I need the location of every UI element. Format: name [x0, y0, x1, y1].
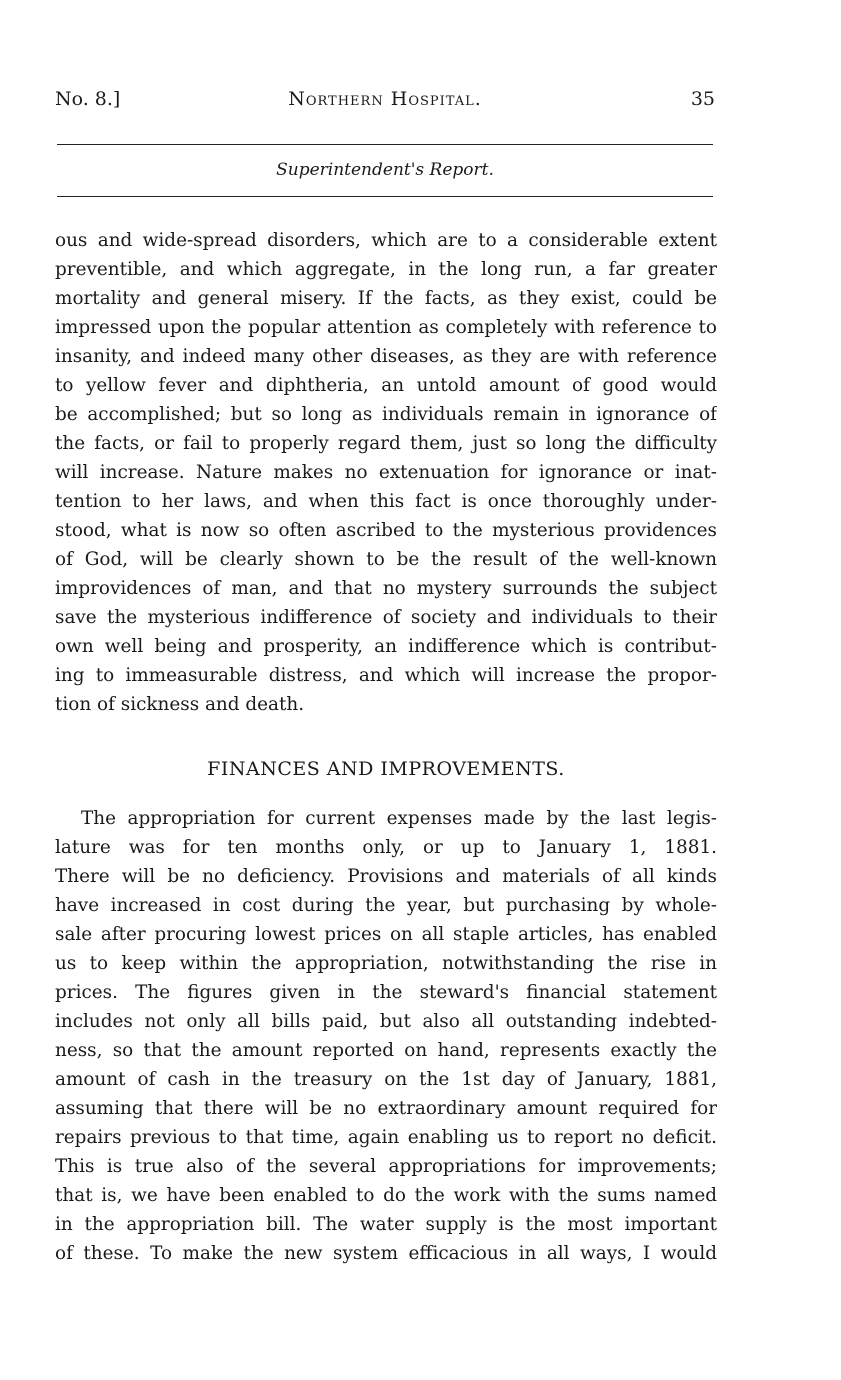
section-heading: FINANCES AND IMPROVEMENTS.	[207, 758, 565, 780]
paragraph-continued	[55, 226, 717, 719]
text-line: assuming that there will be no extraordinary amount required for	[55, 1098, 717, 1119]
text-line: have increased in cost during the year, but purchasing by whole-	[55, 895, 717, 916]
text-line: ness, so that the amount reported on hand, represents exactly the	[55, 1040, 717, 1061]
page-number: 35	[690, 88, 715, 110]
text-line: tion of sickness and death.	[55, 694, 305, 715]
text-line: mortality and general misery. If the facts, as they exist, could be	[55, 288, 717, 309]
report-subheader: Superintendent's Report.	[276, 160, 494, 180]
text-line: insanity, and indeed many other diseases, as they are with reference	[55, 346, 717, 367]
text-line: preventible, and which aggregate, in the long run, a far greater	[55, 259, 717, 280]
text-line: stood, what is now so often ascribed to the mysterious providences	[55, 520, 717, 541]
text-line: us to keep within the appropriation, notwithstanding the rise in	[55, 953, 717, 974]
text-line: lature was for ten months only, or up to January 1, 1881.	[55, 837, 717, 858]
text-line: of God, will be clearly shown to be the result of the well-known	[55, 549, 717, 570]
text-line: repairs previous to that time, again enabling us to report no deficit.	[55, 1127, 717, 1148]
text-line: in the appropriation bill. The water supply is the most important	[55, 1214, 717, 1235]
document-number: No. 8.]	[55, 88, 121, 110]
text-line: impressed upon the popular attention as completely with reference to	[55, 317, 717, 338]
text-line: amount of cash in the treasury on the 1st day of January, 1881,	[55, 1069, 717, 1090]
text-line: There will be no deficiency. Provisions and materials of all kinds	[55, 866, 717, 887]
header-rule-bottom	[57, 196, 713, 197]
text-line: the facts, or fail to properly regard them, just so long the difficulty	[55, 433, 717, 454]
text-line: improvidences of man, and that no mystery surrounds the subject	[55, 578, 717, 599]
header-rule-top	[57, 144, 713, 145]
text-line: ous and wide-spread disorders, which are to a considerable extent	[55, 230, 717, 251]
text-line: to yellow fever and diphtheria, an untold amount of good would	[55, 375, 717, 396]
running-title: Northern Hospital.	[288, 88, 482, 110]
text-line: includes not only all bills paid, but also all outstanding indebted-	[55, 1011, 717, 1032]
running-header	[55, 88, 715, 118]
text-line: This is true also of the several appropriations for improvements;	[55, 1156, 717, 1177]
text-line: The appropriation for current expenses made by the last legis-	[81, 808, 717, 829]
text-line: save the mysterious indifference of society and individuals to their	[55, 607, 717, 628]
text-line: that is, we have been enabled to do the work with the sums named	[55, 1185, 717, 1206]
text-line: will increase. Nature makes no extenuation for ignorance or inat-	[55, 462, 717, 483]
text-line: sale after procuring lowest prices on all staple articles, has enabled	[55, 924, 717, 945]
text-line: ing to immeasurable distress, and which will increase the propor-	[55, 665, 717, 686]
text-line: tention to her laws, and when this fact is once thoroughly under-	[55, 491, 717, 512]
text-line: be accomplished; but so long as individuals remain in ignorance of	[55, 404, 717, 425]
text-line: prices. The figures given in the steward's financial statement	[55, 982, 717, 1003]
text-line: of these. To make the new system efficacious in all ways, I would	[55, 1243, 717, 1264]
paragraph-finances	[55, 804, 717, 1268]
text-line: own well being and prosperity, an indifference which is contribut-	[55, 636, 717, 657]
